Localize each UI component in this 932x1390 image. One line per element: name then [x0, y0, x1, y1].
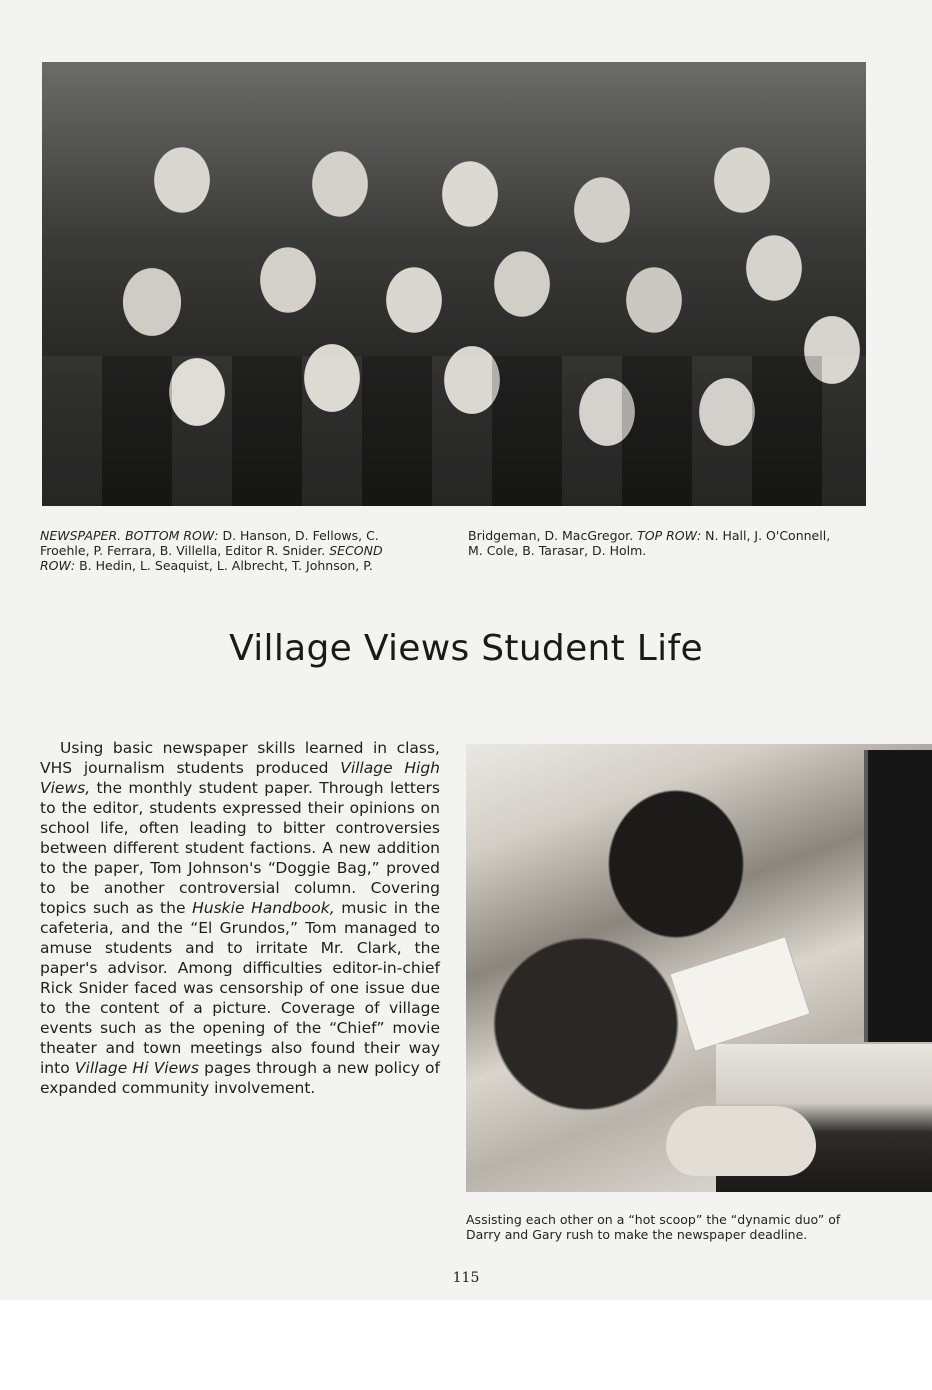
caption-line: Froehle, P. Ferrara, B. Villella, Editor R. Snider. SECOND [40, 543, 383, 558]
photo-paper-sheet [671, 937, 810, 1050]
page-title: Village Views Student Life [229, 628, 703, 669]
typewriter-photo-caption [466, 1212, 906, 1242]
caption-line: Darry and Gary rush to make the newspaper deadline. [466, 1227, 808, 1242]
group-photo-caption-right [468, 528, 878, 558]
photo-hands [666, 1106, 816, 1176]
caption-line: NEWSPAPER. BOTTOM ROW: D. Hanson, D. Fellows, C. [40, 528, 379, 543]
article-paragraph: Using basic newspaper skills learned in class, VHS journalism students produced Village High Views, the monthly student paper. Through letters to the editor, students expressed their opinions on school life, often leading to bitter controversies between different student factions. A new addition to the paper, Tom Johnson's “Doggie Bag,” proved to be another controversial column. Covering topics such as the Huskie Handbook, music in the cafeteria, and the “El Grundos,” Tom managed to amuse students and to irritate Mr. Clark, the paper's advisor. Among difficulties editor-in-chief Rick Snider faced was censorship of one issue due to the content of a picture. Coverage of village events such as the opening of the “Chief” movie theater and town meetings also found their way into Village Hi Views pages through a new policy of expanded community involvement. [40, 739, 441, 1097]
caption-line: M. Cole, B. Tarasar, D. Holm. [468, 543, 647, 558]
caption-line: ROW: B. Hedin, L. Seaquist, L. Albrecht, T. Johnson, P. [40, 558, 373, 573]
page-number: 115 [452, 1270, 480, 1286]
article-body [40, 738, 440, 1098]
caption-line: Assisting each other on a “hot scoop” the “dynamic duo” of [466, 1212, 841, 1227]
caption-line: Bridgeman, D. MacGregor. TOP ROW: N. Hall, J. O'Connell, [468, 528, 831, 543]
photo-dark-panel [864, 750, 932, 1042]
typewriter-photo [466, 744, 932, 1192]
group-photo-caption-left [40, 528, 440, 573]
newspaper-staff-group-photo [42, 62, 866, 506]
